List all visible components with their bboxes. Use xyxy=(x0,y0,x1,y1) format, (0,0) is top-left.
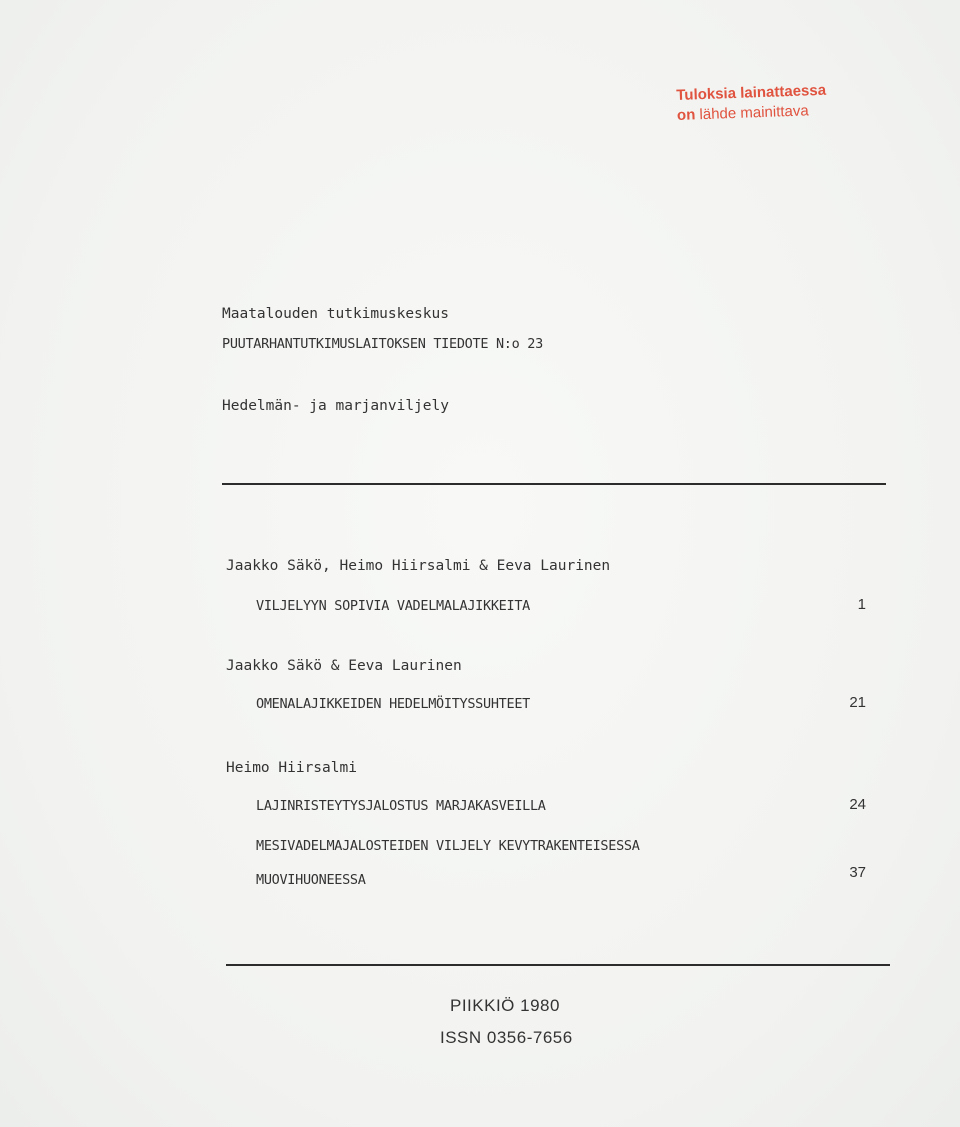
entry-3-page-2: 37 xyxy=(849,864,866,881)
stamp-line-2: on lähde mainittava xyxy=(676,102,809,124)
top-divider xyxy=(222,483,886,485)
series-title: PUUTARHANTUTKIMUSLAITOKSEN TIEDOTE N:o 23 xyxy=(222,336,543,352)
stamp-line-1: Tuloksia lainattaessa xyxy=(676,81,827,104)
entry-3-title-2-line-2: MUOVIHUONEESSA xyxy=(256,872,366,888)
place-year: PIIKKIÖ 1980 xyxy=(450,996,560,1015)
entry-1-page: 1 xyxy=(857,596,866,613)
entry-3-authors: Heimo Hiirsalmi xyxy=(226,760,357,776)
issn: ISSN 0356-7656 xyxy=(440,1028,573,1047)
entry-1-authors: Jaakko Säkö, Heimo Hiirsalmi & Eeva Laurinen xyxy=(226,558,611,574)
entry-1-title: VILJELYYN SOPIVIA VADELMALAJIKKEITA xyxy=(256,598,530,614)
entry-2-page: 21 xyxy=(849,694,866,711)
bottom-divider xyxy=(226,964,890,966)
entry-3-title-2-line-1: MESIVADELMAJALOSTEIDEN VILJELY KEVYTRAKENTEISESSA xyxy=(256,838,640,854)
entry-2-authors: Jaakko Säkö & Eeva Laurinen xyxy=(226,658,462,674)
citation-stamp xyxy=(676,81,827,126)
entry-2-title: OMENALAJIKKEIDEN HEDELMÖITYSSUHTEET xyxy=(256,696,530,712)
topic-title: Hedelmän- ja marjanviljely xyxy=(222,398,449,414)
institution-name: Maatalouden tutkimuskeskus xyxy=(222,306,449,322)
entry-3-page-1: 24 xyxy=(849,796,866,813)
entry-3-title-1: LAJINRISTEYTYSJALOSTUS MARJAKASVEILLA xyxy=(256,798,546,814)
